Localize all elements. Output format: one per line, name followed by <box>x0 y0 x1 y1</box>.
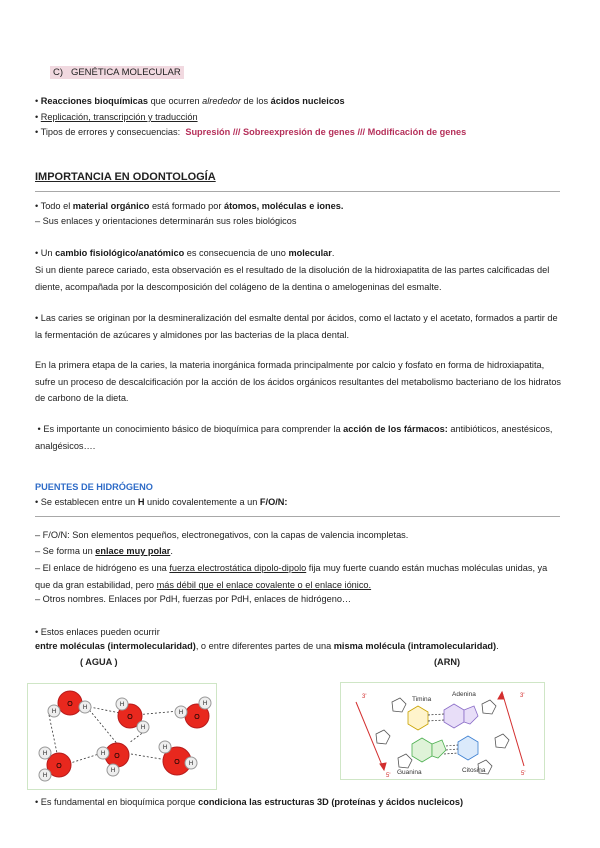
puentes-l2: – Se forma un enlace muy polar. <box>35 546 173 556</box>
svg-text:Timina: Timina <box>412 696 432 703</box>
divider <box>35 191 560 192</box>
svg-text:H: H <box>140 725 146 731</box>
svg-text:5': 5' <box>521 771 526 777</box>
importancia-p2-body: Si un diente parece cariado, esta observación es el resultado de la disolución de la hidroxiapatita de las partes calcificadas del diente, acompañada por la descomposición del colágeno de la dentina o amelogeninas del esmalte. <box>35 265 550 292</box>
puentes-occur: • Estos enlaces pueden ocurrir <box>35 627 160 637</box>
label-agua: ( AGUA ) <box>80 657 118 667</box>
svg-text:H: H <box>51 709 57 715</box>
svg-text:H: H <box>188 761 194 767</box>
importancia-p5: • Es importante un conocimiento básico de bioquímica para comprender la acción de los fármacos: antibióticos, anestésicos, analgésicos…. <box>35 424 553 451</box>
svg-text:H: H <box>202 701 208 707</box>
puentes-heading: PUENTES DE HIDRÓGENO <box>35 482 153 492</box>
importancia-p1: • Todo el material orgánico está formado por átomos, moléculas e iones. <box>35 201 344 211</box>
puentes-l1: – F/O/N: Son elementos pequeños, electronegativos, con la capas de valencia incompletas. <box>35 530 409 540</box>
puentes-l4: – Otros nombres. Enlaces por PdH, fuerzas por PdH, enlaces de hidrógeno… <box>35 594 352 604</box>
importancia-p3: • Las caries se originan por la desmineralización del esmalte dental por ácidos, como el lactato y el acetato, formados a partir de la fermentación de azúcares y almidones por las bacterias de la placa dental. <box>35 313 558 340</box>
svg-text:H: H <box>178 710 184 716</box>
water-molecules-figure <box>27 683 217 790</box>
importancia-heading: IMPORTANCIA EN ODONTOLOGÍA <box>35 171 216 183</box>
svg-text:O: O <box>174 759 180 766</box>
svg-text:O: O <box>194 714 200 721</box>
svg-text:H: H <box>110 768 116 774</box>
bullet-tipos-errores: • Tipos de errores y consecuencias: Supresión /// Sobreexpresión de genes /// Modificación de genes <box>35 127 467 137</box>
svg-text:O: O <box>127 714 133 721</box>
importancia-p4: En la primera etapa de la caries, la materia inorgánica formada principalmente por calcio y fosfato en forma de hidroxiapatita, sufre un proceso de descalcificación por la acción de los ácidos orgánicos resultantes del metabolismo bacteriano de los hidratos de carbono de la dieta. <box>35 360 562 403</box>
puentes-l3: – El enlace de hidrógeno es una fuerza electrostática dipolo-dipolo fija muy fuerte cuando están muchas moléculas unidas, ya que da gran estabilidad, pero más débil que el enlace covalente o el enlace iónico. <box>35 563 548 590</box>
svg-text:H: H <box>100 751 106 757</box>
bullet-reacciones: • Reacciones bioquímicas que ocurren alrededor de los ácidos nucleicos <box>35 96 345 106</box>
svg-text:5': 5' <box>386 773 391 779</box>
svg-text:Guanina: Guanina <box>397 769 422 776</box>
svg-text:O: O <box>67 701 73 708</box>
svg-text:H: H <box>42 751 48 757</box>
importancia-p1-line2: – Sus enlaces y orientaciones determinarán sus roles biológicos <box>35 216 297 226</box>
svg-text:O: O <box>56 763 62 770</box>
svg-text:3': 3' <box>520 693 525 699</box>
svg-text:3': 3' <box>362 694 367 700</box>
svg-text:Adenina: Adenina <box>452 691 476 698</box>
svg-text:H: H <box>82 705 88 711</box>
section-c-heading: C) GENÉTICA MOLECULAR <box>50 67 184 78</box>
svg-text:H: H <box>42 773 48 779</box>
svg-text:O: O <box>114 753 120 760</box>
rna-figure <box>340 682 545 780</box>
svg-text:H: H <box>162 745 168 751</box>
importancia-p2: • Un cambio fisiológico/anatómico es consecuencia de uno molecular. <box>35 248 335 258</box>
puentes-occur2: entre moléculas (intermolecularidad), o entre diferentes partes de una misma molécula (intramolecularidad). <box>35 641 499 651</box>
divider <box>35 516 560 517</box>
bullet-replicacion: • Replicación, transcripción y traducción <box>35 112 198 122</box>
puentes-intro: • Se establecen entre un H unido covalentemente a un F/O/N: <box>35 497 288 507</box>
label-arn: (ARN) <box>434 657 461 667</box>
svg-text:H: H <box>119 702 125 708</box>
puentes-final: • Es fundamental en bioquímica porque condiciona las estructuras 3D (proteínas y ácidos nucleicos) <box>35 797 464 807</box>
svg-text:Citosina: Citosina <box>462 767 486 774</box>
